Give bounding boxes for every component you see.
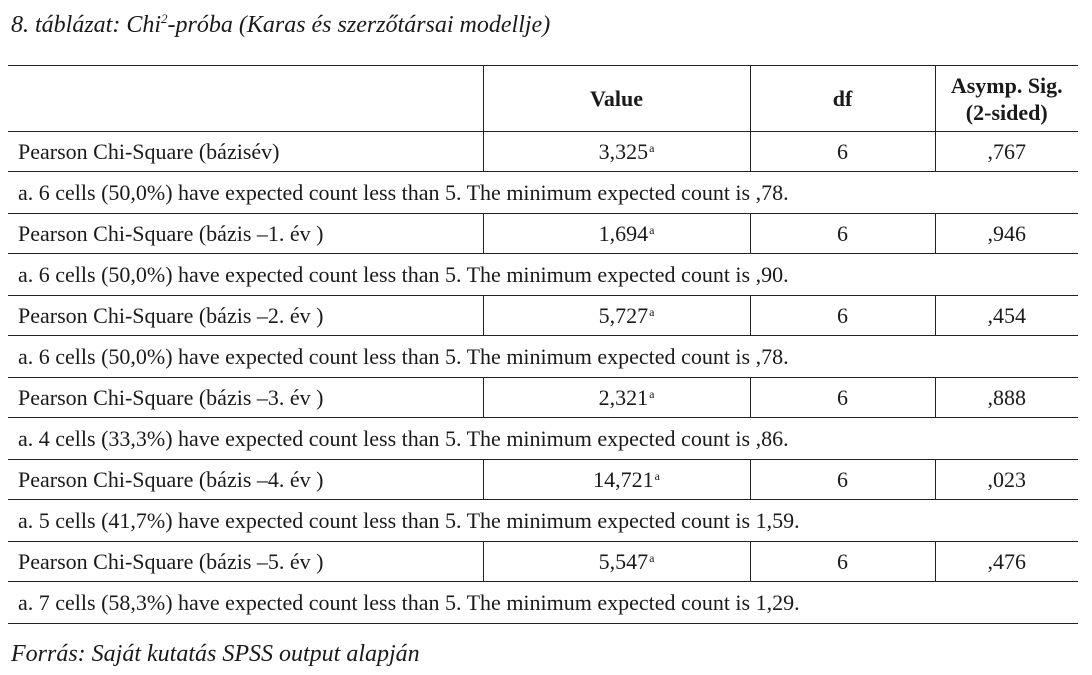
row-sig: ,476 bbox=[935, 542, 1078, 582]
footnote-marker: a bbox=[649, 550, 655, 565]
row-df: 6 bbox=[750, 378, 935, 418]
table-row bbox=[8, 132, 1078, 172]
row-value bbox=[483, 378, 750, 418]
footnote-marker: a bbox=[649, 140, 655, 155]
value-number: 5,547 bbox=[598, 548, 649, 574]
table-caption bbox=[11, 9, 550, 41]
footnote-text: a. 7 cells (58,3%) have expected count less than 5. The minimum expected count is 1,29. bbox=[8, 582, 1078, 624]
footnote-text: a. 5 cells (41,7%) have expected count less than 5. The minimum expected count is 1,59. bbox=[18, 507, 800, 533]
table-row bbox=[8, 460, 1078, 500]
row-sig: ,023 bbox=[935, 460, 1078, 500]
header-df: df bbox=[750, 66, 935, 132]
footnote-row bbox=[8, 172, 1078, 214]
chi-square-table bbox=[8, 65, 1078, 624]
row-value bbox=[483, 214, 750, 254]
table-row bbox=[8, 378, 1078, 418]
footnote-row bbox=[8, 254, 1078, 296]
row-df: 6 bbox=[750, 296, 935, 336]
row-df: 6 bbox=[750, 132, 935, 172]
value-number: 1,694 bbox=[598, 220, 649, 246]
footnote-marker: a bbox=[649, 222, 655, 237]
row-df: 6 bbox=[750, 542, 935, 582]
row-value bbox=[483, 296, 750, 336]
row-label: Pearson Chi-Square (bázis –3. év ) bbox=[8, 378, 483, 418]
footnote-marker: a bbox=[649, 386, 655, 401]
row-df: 6 bbox=[750, 460, 935, 500]
footnote-text: a. 6 cells (50,0%) have expected count less than 5. The minimum expected count is ,90. bbox=[18, 261, 789, 287]
row-df: 6 bbox=[750, 214, 935, 254]
value-number: 2,321 bbox=[598, 384, 649, 410]
row-label: Pearson Chi-Square (bázis –4. év ) bbox=[8, 460, 483, 500]
footnote-row bbox=[8, 418, 1078, 460]
header-label bbox=[8, 66, 483, 132]
row-value bbox=[483, 132, 750, 172]
row-value bbox=[483, 460, 750, 500]
caption-superscript: 2 bbox=[161, 11, 168, 26]
value-number: 14,721 bbox=[593, 466, 654, 492]
header-row bbox=[8, 66, 1078, 132]
row-label: Pearson Chi-Square (bázisév) bbox=[8, 132, 483, 172]
value-number: 3,325 bbox=[598, 138, 649, 164]
caption-suffix: -próba (Karas és szerzőtársai modellje) bbox=[167, 12, 551, 38]
table-row bbox=[8, 214, 1078, 254]
source-note: Forrás: Saját kutatás SPSS output alapján bbox=[11, 641, 420, 667]
row-sig: ,454 bbox=[935, 296, 1078, 336]
footnote-marker: a bbox=[654, 468, 660, 483]
row-value bbox=[483, 542, 750, 582]
footnote-marker: a bbox=[649, 304, 655, 319]
row-label: Pearson Chi-Square (bázis –5. év ) bbox=[8, 542, 483, 582]
table-row bbox=[8, 542, 1078, 582]
header-value: Value bbox=[483, 66, 750, 132]
footnote-text: a. 6 cells (50,0%) have expected count less than 5. The minimum expected count is ,78. bbox=[18, 179, 789, 205]
footnote-text: a. 4 cells (33,3%) have expected count less than 5. The minimum expected count is ,86. bbox=[18, 425, 789, 451]
footnote-text: a. 6 cells (50,0%) have expected count less than 5. The minimum expected count is ,78. bbox=[18, 343, 789, 369]
row-sig: ,767 bbox=[935, 132, 1078, 172]
footnote-row bbox=[8, 500, 1078, 542]
header-sig-line2: (2-sided) bbox=[965, 99, 1048, 125]
header-asymp-sig bbox=[935, 66, 1078, 132]
footnote-row bbox=[8, 336, 1078, 378]
row-sig: ,888 bbox=[935, 378, 1078, 418]
row-label: Pearson Chi-Square (bázis –2. év ) bbox=[8, 296, 483, 336]
row-sig: ,946 bbox=[935, 214, 1078, 254]
footnote-row bbox=[8, 582, 1078, 624]
row-label: Pearson Chi-Square (bázis –1. év ) bbox=[8, 214, 483, 254]
table-row bbox=[8, 296, 1078, 336]
value-number: 5,727 bbox=[598, 302, 649, 328]
caption-prefix: 8. táblázat: Chi bbox=[11, 12, 162, 38]
header-sig-line1: Asymp. Sig. bbox=[950, 72, 1063, 98]
